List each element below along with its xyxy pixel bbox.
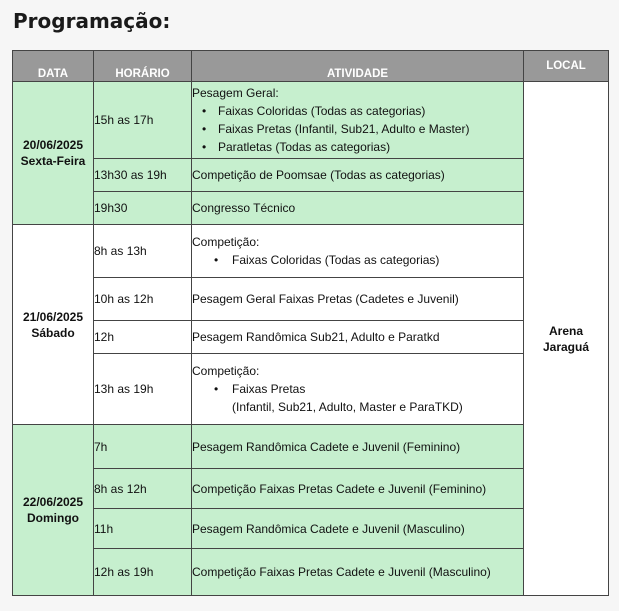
time-cell: 8h as 13h — [94, 225, 192, 278]
activity-cell: Pesagem Randômica Sub21, Adulto e Paratkd — [192, 321, 524, 354]
table-row — [13, 278, 609, 321]
table-row — [13, 469, 609, 509]
schedule-table — [12, 50, 609, 596]
table-row — [13, 159, 609, 192]
activity-cell: Competição Faixas Pretas Cadete e Juvenil (Masculino) — [192, 549, 524, 596]
time-cell: 13h as 19h — [94, 354, 192, 425]
activity-cell: Pesagem Geral Faixas Pretas (Cadetes e Juvenil) — [192, 278, 524, 321]
list-item-continuation: (Infantil, Sub21, Adulto, Master e ParaTKD) — [232, 400, 463, 414]
table-row — [13, 225, 609, 278]
table-row — [13, 192, 609, 225]
activity-cell — [192, 354, 524, 425]
local-line1: Arena — [548, 323, 583, 338]
date-cell — [13, 425, 94, 596]
list-item: • Paratletas (Todas as categorias) — [192, 138, 523, 156]
date-cell — [13, 82, 94, 225]
table-row — [13, 425, 609, 469]
weekday-value: Sexta-Feira — [20, 154, 86, 168]
table-row — [13, 509, 609, 549]
header-horario: HORÁRIO — [94, 51, 192, 82]
time-cell: 8h as 12h — [94, 469, 192, 509]
table-row — [13, 354, 609, 425]
header-local: LOCAL — [524, 51, 609, 82]
date-value: 20/06/2025 — [22, 138, 84, 152]
local-line2: Jaraguá — [542, 339, 590, 354]
header-row — [13, 51, 609, 82]
list-item: • Faixas Pretas (Infantil, Sub21, Adulto e Master) — [192, 120, 523, 138]
page-title: Programação: — [13, 9, 171, 33]
weekday-value: Domingo — [27, 511, 79, 525]
time-cell: 7h — [94, 425, 192, 469]
time-cell: 13h30 as 19h — [94, 159, 192, 192]
activity-cell: Competição Faixas Pretas Cadete e Juvenil (Feminino) — [192, 469, 524, 509]
activity-heading: Pesagem Geral: — [192, 86, 279, 100]
header-data: DATA — [13, 51, 94, 82]
activity-cell: Congresso Técnico — [192, 192, 524, 225]
activity-cell: Pesagem Randômica Cadete e Juvenil (Masculino) — [192, 509, 524, 549]
activity-cell — [192, 225, 524, 278]
table-row — [13, 321, 609, 354]
date-value: 21/06/2025 — [22, 309, 84, 324]
activity-heading: Competição: — [192, 235, 260, 249]
activity-heading: Competição: — [192, 364, 260, 378]
time-cell: 19h30 — [94, 192, 192, 225]
list-item: • Faixas Coloridas (Todas as categorias) — [192, 251, 523, 269]
time-cell: 10h as 12h — [94, 278, 192, 321]
table-row — [13, 82, 609, 159]
date-value: 22/06/2025 — [22, 495, 84, 509]
local-cell — [524, 82, 609, 596]
time-cell: 12h — [94, 321, 192, 354]
table-row — [13, 549, 609, 596]
list-item: • Faixas Coloridas (Todas as categorias) — [192, 102, 523, 120]
time-cell: 12h as 19h — [94, 549, 192, 596]
time-cell: 11h — [94, 509, 192, 549]
date-cell — [13, 225, 94, 425]
weekday-value: Sábado — [31, 325, 75, 340]
time-cell: 15h as 17h — [94, 82, 192, 159]
header-atividade: ATIVIDADE — [192, 51, 524, 82]
activity-cell — [192, 82, 524, 159]
activity-cell: Pesagem Randômica Cadete e Juvenil (Feminino) — [192, 425, 524, 469]
list-item: • Faixas Pretas — [192, 380, 523, 398]
activity-cell: Competição de Poomsae (Todas as categorias) — [192, 159, 524, 192]
